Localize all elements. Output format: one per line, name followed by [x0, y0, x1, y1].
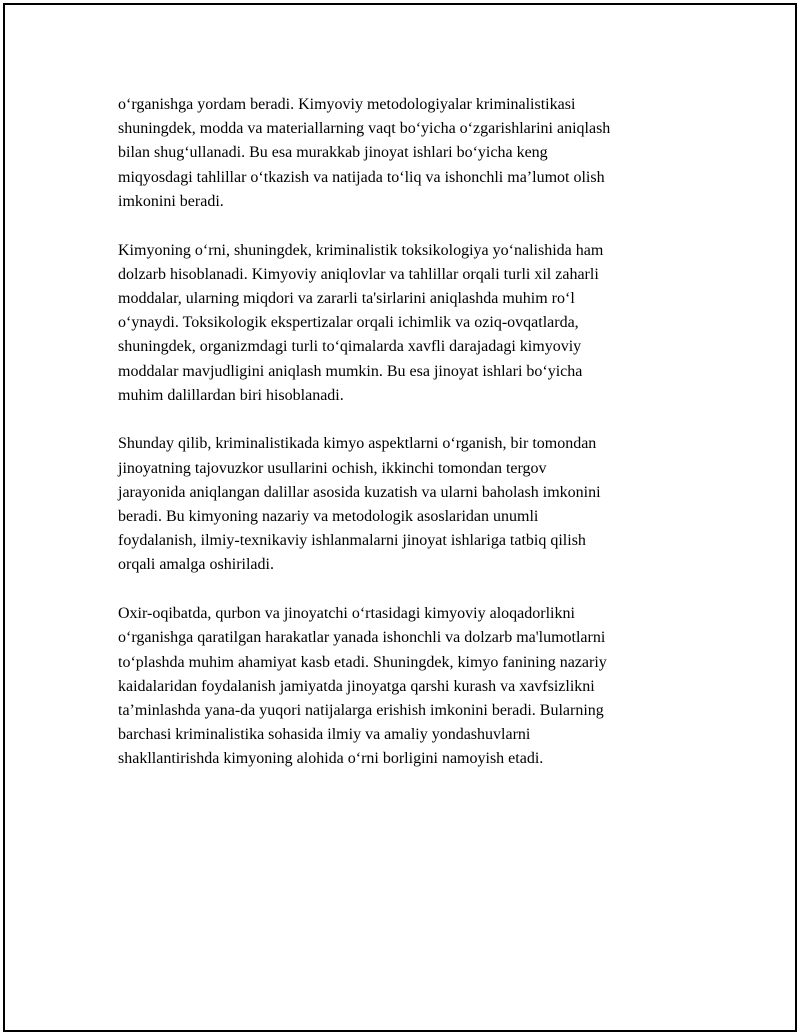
paragraph: Kimyoning o‘rni, shuningdek, kriminalistik toksikologiya yo‘nalishida ham dolzarb hisoblanadi. Kimyoviy aniqlovlar va tahlillar orqali turli xil zaharli moddalar, ularning miqdori va zararli ta'sirlarini aniqlashda muhim ro‘l o‘ynaydi. Toksikologik ekspertizalar orqali ichimlik va oziq-ovqatlarda, shuningdek, organizmdagi turli to‘qimalarda xavfli darajadagi kimyoviy moddalar mavjudligini aniqlash mumkin. Bu esa jinoyat ishlari bo‘yicha muhim dalillardan biri hisoblanadi.	[118, 241, 604, 404]
document-body	[118, 93, 703, 796]
paragraph: Shunday qilib, kriminalistikada kimyo aspektlarni o‘rganish, bir tomondan jinoyatning tajovuzkor usullarini ochish, ikkinchi tomondan tergov jarayonida aniqlangan dalillar asosida kuzatish va ularni baholash imkonini beradi. Bu kimyoning nazariy va metodologik asoslaridan unumli foydalanish, ilmiy-texnikaviy ishlanmalarni jinoyat ishlariga tatbiq qilish orqali amalga oshiriladi.	[118, 435, 601, 574]
paragraph: o‘rganishga yordam beradi. Kimyoviy metodologiyalar kriminalistikasi shuningdek, modda va materiallarning vaqt bo‘yicha o‘zgarishlarini aniqlash bilan shug‘ullanadi. Bu esa murakkab jinoyat ishlari bo‘yicha keng miqyosdagi tahlillar o‘tkazish va natijada to‘liq va ishonchli ma’lumot olish imkonini beradi.	[118, 96, 611, 210]
paragraph: Oxir-oqibatda, qurbon va jinoyatchi o‘rtasidagi kimyoviy aloqadorlikni o‘rganishga qaratilgan harakatlar yanada ishonchli va dolzarb ma'lumotlarni to‘plashda muhim ahamiyat kasb etadi. Shuningdek, kimyo fanining nazariy kaidalaridan foydalanish jamiyatda jinoyatga qarshi kurash va xavfsizlikni ta’minlashda yana-da yuqori natijalarga erishish imkonini beradi. Bularning barchasi kriminalistika sohasida ilmiy va amaliy yondashuvlarni shakllantirishda kimyoning alohida o‘rni borligini namoyish etadi.	[118, 605, 607, 768]
